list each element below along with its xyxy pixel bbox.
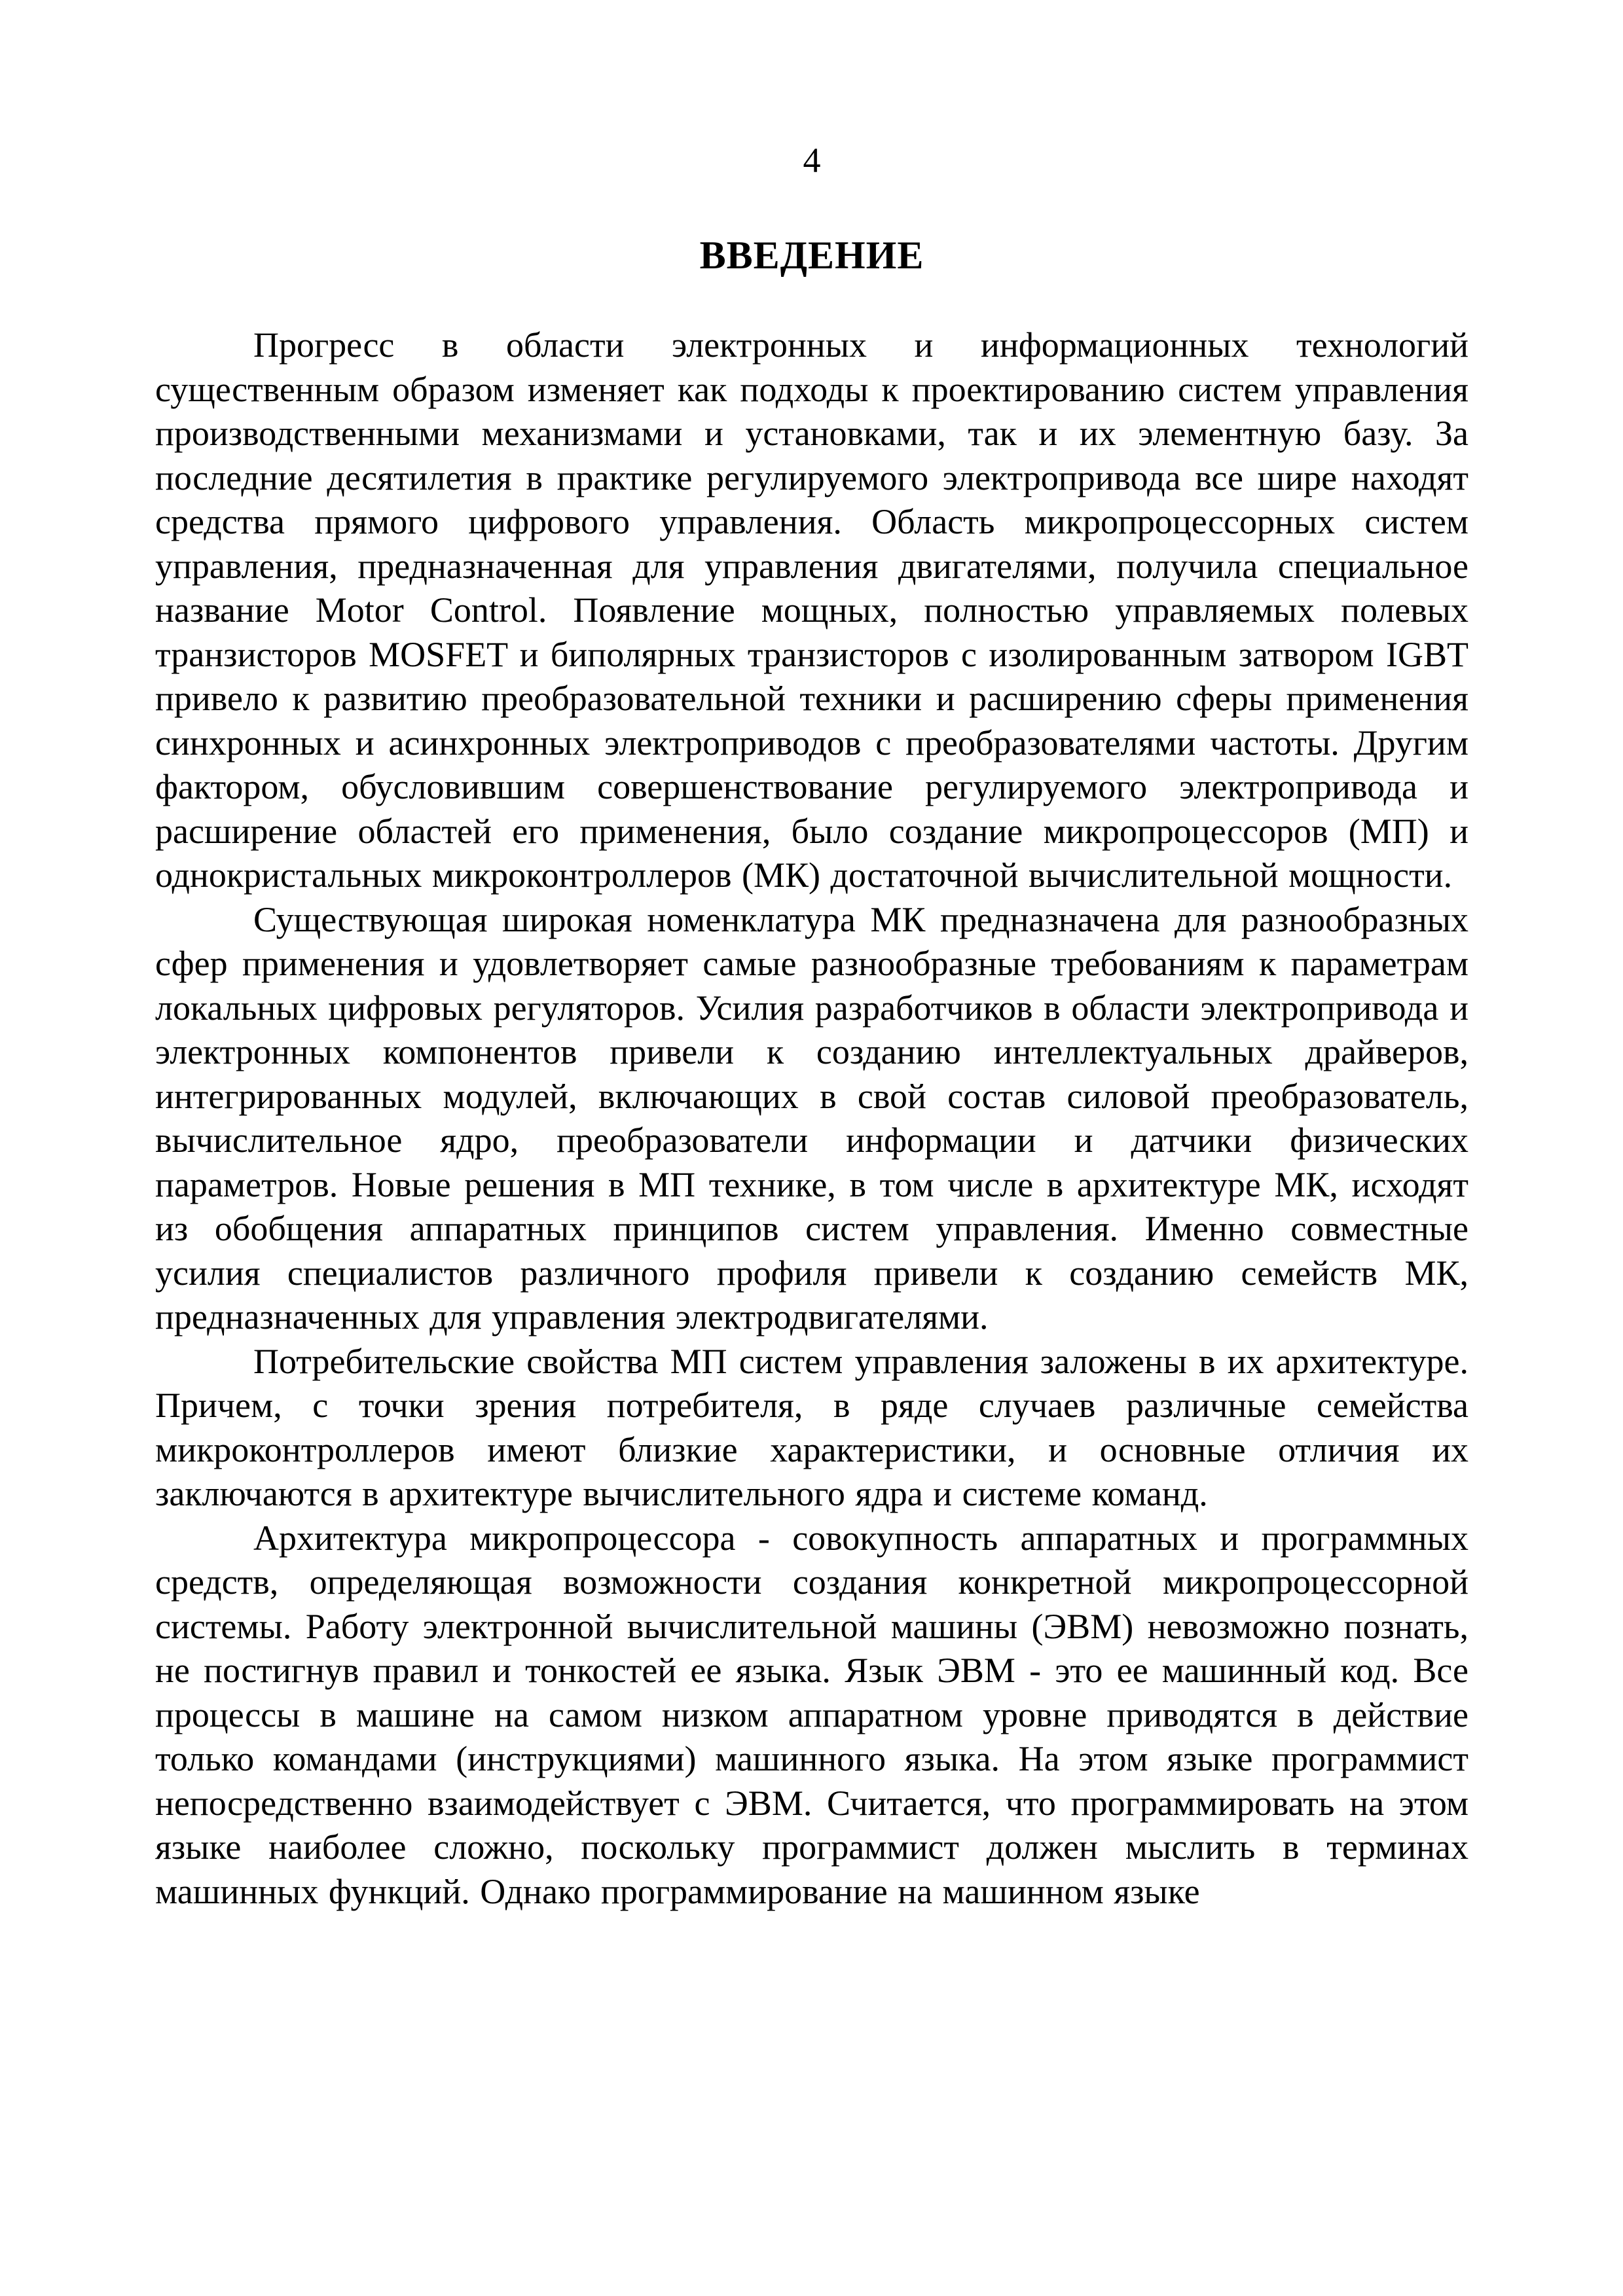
paragraph-3: Потребительские свойства МП систем управления заложены в их архитектуре. Причем, с точки зрения потребителя, в ряде случаев различные семейства микроконтроллеров имеют близкие характеристики, и основные отличия их заключаются в архитектуре вычислительного ядра и системе команд.: [155, 1341, 1468, 1513]
section-heading: ВВЕДЕНИЕ: [699, 234, 924, 277]
body-text: [155, 323, 1468, 1914]
paragraph-2: Существующая широкая номенклатура МК предназначена для разнообразных сфер применения и удовлетворяет самые разнообразные требованиям к параметрам локальных цифровых регуляторов. Усилия разработчиков в области электропривода и электронных компонентов привели к созданию интеллектуальных драйверов, интегрированных модулей, включающих в свой состав силовой преобразователь, вычислительное ядро, преобразователи информации и датчики физических параметров. Новые решения в МП технике, в том числе в архитектуре МК, исходят из обобщения аппаратных принципов систем управления. Именно совместные усилия специалистов различного профиля привели к созданию семейств МК, предназначенных для управления электродвигателями.: [155, 899, 1468, 1336]
page-number: 4: [803, 141, 821, 180]
paragraph-1: Прогресс в области электронных и информационных технологий существенным образом изменяет как подходы к проектированию систем управления производственными механизмами и установками, так и их элементную базу. За последние десятилетия в практике регулируемого электропривода все шире находят средства прямого цифрового управления. Область микропроцессорных систем управления, предназначенная для управления двигателями, получила специальное название Motor Control. Появление мощных, полностью управляемых полевых транзисторов MOSFET и биполярных транзисторов с изолированным затвором IGBT привело к развитию преобразовательной техники и расширению сферы применения синхронных и асинхронных электроприводов с преобразователями частоты. Другим фактором, обусловившим совершенствование регулируемого электропривода и расширение областей его применения, было создание микропроцессоров (МП) и однокристальных микроконтроллеров (МК) достаточной вычислительной мощности.: [155, 325, 1468, 895]
paragraph-4: Архитектура микропроцессора - совокупность аппаратных и программных средств, определяющая возможности создания конкретной микропроцессорной системы. Работу электронной вычислительной машины (ЭВМ) невозможно познать, не постигнув правил и тонкостей ее языка. Язык ЭВМ - это ее машинный код. Все процессы в машине на самом низком аппаратном уровне приводятся в действие только командами (инструкциями) машинного языка. На этом языке программист непосредственно взаимодействует с ЭВМ. Считается, что программировать на этом языке наиболее сложно, поскольку программист должен мыслить в терминах машинных функций. Однако программирование на машинном языке: [155, 1518, 1468, 1911]
